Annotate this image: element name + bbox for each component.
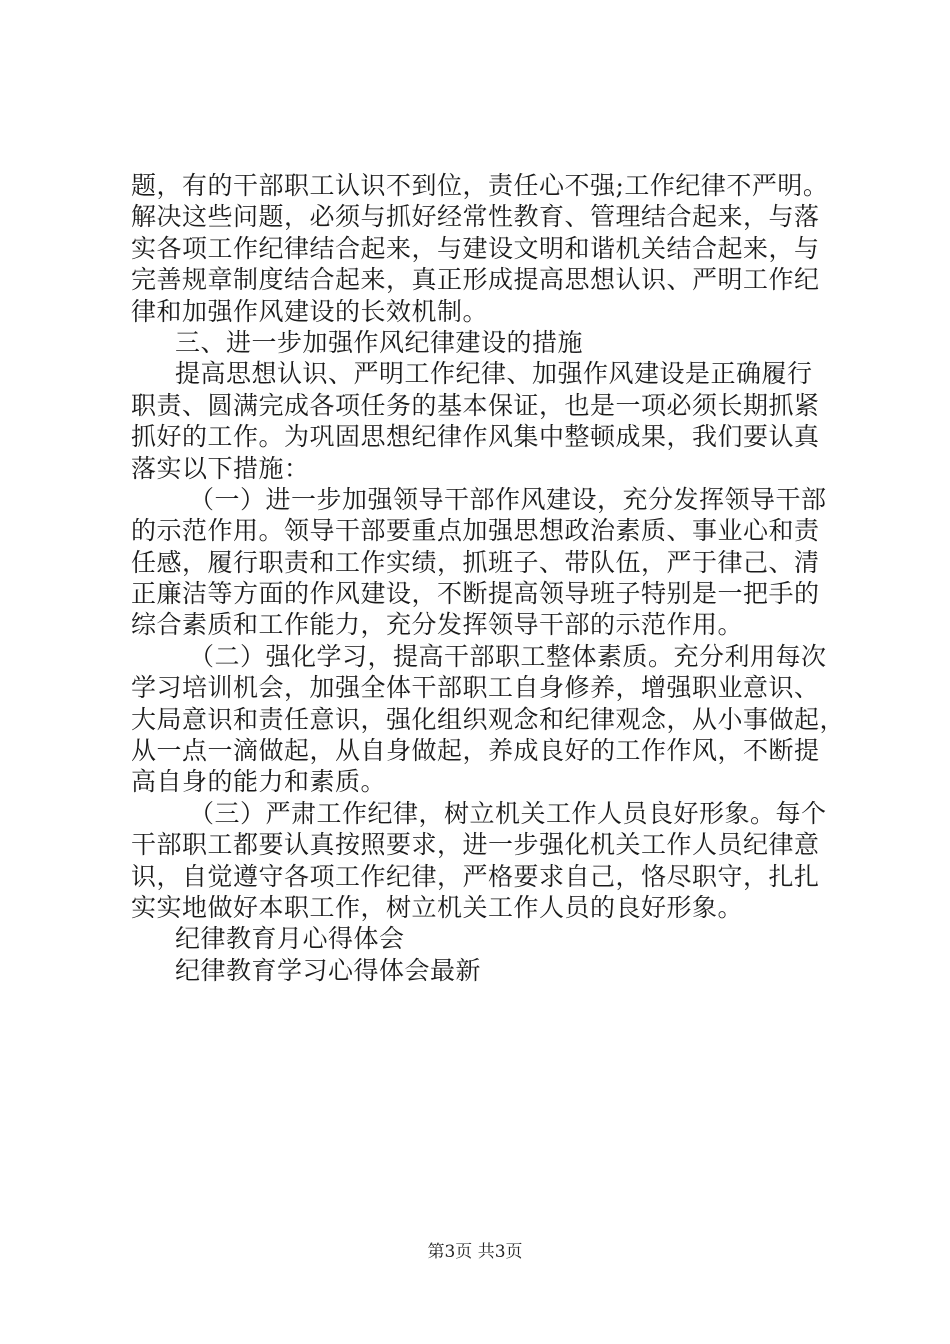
section-heading: 三、进一步加强作风纪律建设的措施 (175, 327, 584, 357)
document-body (131, 170, 846, 986)
related-title: 纪律教育月心得体会 (175, 924, 405, 954)
text-line: 抓好的工作。为巩固思想纪律作风集中整顿成果，我们要认真 (131, 422, 820, 452)
text-line: 从一点一滴做起，从自身做起，养成良好的工作作风，不断提 (131, 736, 820, 766)
text-line: 题，有的干部职工认识不到位，责任心不强;工作纪律不严明。 (131, 171, 829, 200)
text-line: 实各项工作纪律结合起来，与建设文明和谐机关结合起来，与 (131, 233, 820, 263)
text-line: 律和加强作风建设的长效机制。 (131, 296, 489, 326)
text-line: 完善规章制度结合起来，真正形成提高思想认识、严明工作纪 (131, 265, 820, 295)
text-line: （二）强化学习，提高干部职工整体素质。充分利用每次 (189, 641, 827, 671)
text-line: 任感，履行职责和工作实绩，抓班子、带队伍，严于律己、清 (131, 547, 820, 577)
text-line: 正廉洁等方面的作风建设，不断提高领导班子特别是一把手的 (131, 579, 820, 609)
text-line: 综合素质和工作能力，充分发挥领导干部的示范作用。 (131, 610, 744, 640)
text-line: 大局意识和责任意识，强化组织观念和纪律观念，从小事做起， (131, 704, 846, 734)
text-line: 解决这些问题，必须与抓好经常性教育、管理结合起来，与落 (131, 202, 820, 232)
text-line: 学习培训机会，加强全体干部职工自身修养，增强职业意识、 (131, 673, 820, 703)
text-line: 职责、圆满完成各项任务的基本保证，也是一项必须长期抓紧 (131, 390, 820, 420)
text-line: （一）进一步加强领导干部作风建设，充分发挥领导干部 (189, 484, 827, 514)
text-line: 干部职工都要认真按照要求，进一步强化机关工作人员纪律意 (131, 830, 820, 860)
text-line: （三）严肃工作纪律，树立机关工作人员良好形象。每个 (189, 798, 827, 828)
text-line: 落实以下措施： (131, 453, 310, 483)
page-number-footer: 第3页 共3页 (427, 1242, 523, 1262)
text-line: 的示范作用。领导干部要重点加强思想政治素质、事业心和责 (131, 516, 820, 546)
text-line: 提高思想认识、严明工作纪律、加强作风建设是正确履行 (175, 359, 813, 389)
related-title: 纪律教育学习心得体会最新 (175, 955, 482, 985)
text-line: 高自身的能力和素质。 (131, 767, 387, 797)
text-line: 实实地做好本职工作，树立机关工作人员的良好形象。 (131, 892, 744, 922)
text-line: 识，自觉遵守各项工作纪律，严格要求自己，恪尽职守，扎扎 (131, 861, 820, 891)
